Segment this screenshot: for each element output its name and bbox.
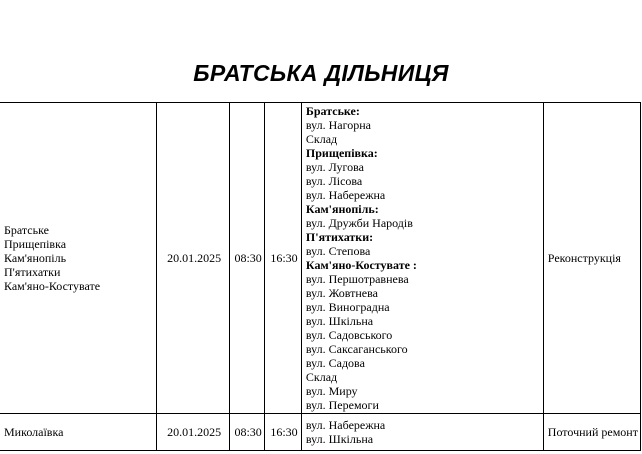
- locality-heading: Братське:: [305, 104, 360, 118]
- street-name: Склад: [305, 370, 338, 384]
- street-name: вул. Лугова: [305, 160, 364, 174]
- street-name: вул. Степова: [305, 244, 371, 258]
- locality-name: Кам'янопіль: [4, 251, 67, 265]
- outage-schedule-table: [0, 102, 641, 451]
- streets-cell: [301, 414, 543, 451]
- locality-name: Прищепівка: [4, 237, 67, 251]
- locality-heading: Прищепівка:: [305, 146, 378, 160]
- street-name: вул. Садова: [305, 356, 365, 370]
- date-cell: 20.01.2025: [157, 103, 230, 414]
- locality-name: П'ятихатки: [4, 265, 61, 279]
- table-row: [0, 103, 641, 414]
- locality-name: Кам'яно-Костувате: [4, 279, 101, 293]
- table-row: [0, 414, 641, 451]
- date-cell: 20.01.2025: [157, 414, 230, 451]
- page-title: БРАТСЬКА ДІЛЬНИЦЯ: [193, 60, 449, 86]
- locality-heading: Кам'янопіль:: [305, 202, 379, 216]
- street-name: вул. Шкільна: [305, 432, 374, 446]
- work-type-cell: Поточний ремонт: [543, 414, 640, 451]
- streets-cell: [301, 103, 543, 414]
- localities-cell: [0, 414, 157, 451]
- end-time-cell: 16:30: [265, 103, 302, 414]
- street-name: вул. Жовтнева: [305, 286, 378, 300]
- street-name: вул. Набережна: [305, 418, 386, 432]
- street-name: вул. Перемоги: [305, 398, 379, 412]
- street-name: вул. Саксаганського: [305, 342, 408, 356]
- start-time-cell: 08:30: [230, 414, 265, 451]
- street-name: вул. Садовського: [305, 328, 393, 342]
- street-name: вул. Шкільна: [305, 314, 374, 328]
- locality-heading: П'ятихатки:: [305, 230, 374, 244]
- street-name: вул. Лісова: [305, 174, 363, 188]
- street-name: вул. Нагорна: [305, 118, 371, 132]
- work-type-cell: Реконструкція: [543, 103, 640, 414]
- street-name: вул. Дружби Народів: [305, 216, 413, 230]
- start-time-cell: 08:30: [230, 103, 265, 414]
- street-name: вул. Миру: [305, 384, 358, 398]
- localities-cell: [0, 103, 157, 414]
- street-name: вул. Першотравнева: [305, 272, 409, 286]
- street-name: Склад: [305, 132, 338, 146]
- locality-name: Миколаївка: [4, 425, 64, 439]
- street-name: вул. Набережна: [305, 188, 386, 202]
- locality-heading: Кам'яно-Костувате :: [305, 258, 417, 272]
- locality-name: Братське: [4, 223, 49, 237]
- end-time-cell: 16:30: [265, 414, 302, 451]
- street-name: вул. Виноградна: [305, 300, 390, 314]
